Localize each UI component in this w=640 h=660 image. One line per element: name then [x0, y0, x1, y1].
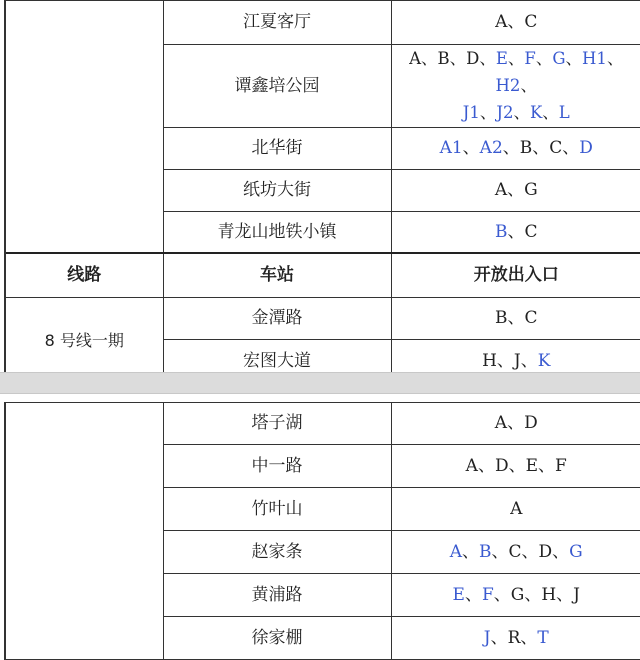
station-name: 青龙山地铁小镇: [163, 211, 391, 253]
entrance-code: K: [537, 350, 551, 371]
entrance-code: C: [524, 12, 538, 33]
entrance-code: H: [482, 350, 497, 371]
entrance-list: [391, 169, 640, 211]
entrance-code: J: [573, 584, 580, 605]
entrance-code: G: [569, 541, 583, 562]
entrance-separator: 、: [606, 49, 624, 68]
entrance-code: H2: [495, 76, 521, 96]
entrance-separator: 、: [490, 627, 508, 648]
entrance-list: [391, 488, 640, 531]
entrance-separator: 、: [513, 103, 530, 123]
header-entrances: 开放出入口: [391, 253, 640, 297]
entrance-code: A2: [479, 137, 503, 158]
entrance-list: [391, 617, 640, 660]
entrance-separator: 、: [464, 584, 482, 605]
entrance-code: A: [494, 413, 508, 434]
entrance-code: D: [466, 49, 480, 68]
entrance-separator: 、: [462, 541, 480, 562]
entrance-code: A: [510, 498, 523, 519]
entrance-separator: 、: [449, 49, 467, 68]
entrance-code: F: [481, 584, 494, 605]
page-gap: [0, 372, 640, 394]
header-station: 车站: [163, 253, 391, 297]
entrance-separator: 、: [507, 413, 525, 434]
station-name: 塔子湖: [163, 403, 391, 445]
entrance-code: B: [494, 221, 508, 242]
entrance-separator: 、: [507, 221, 525, 242]
entrance-code: G: [524, 179, 538, 200]
station-name: 纸坊大街: [163, 169, 391, 211]
entrance-table-1: [4, 0, 640, 384]
entrance-code: A: [494, 179, 508, 200]
entrance-separator: 、: [462, 137, 480, 158]
entrance-code: C: [524, 307, 538, 328]
entrance-code: F: [555, 455, 567, 476]
entrance-code: D: [494, 455, 509, 476]
entrance-code: D: [579, 137, 593, 158]
entrance-code: A: [495, 12, 508, 33]
entrance-list: [391, 297, 640, 339]
entrance-code: J: [483, 627, 491, 648]
entrance-code: E: [525, 455, 539, 476]
entrance-separator: 、: [532, 137, 550, 158]
entrance-separator: 、: [502, 137, 520, 158]
entrance-code: R: [507, 627, 521, 648]
entrance-list: [391, 574, 640, 617]
station-name: 竹叶山: [163, 488, 391, 531]
entrance-separator: 、: [521, 541, 539, 562]
station-name: 金潭路: [163, 297, 391, 339]
entrance-separator: 、: [507, 12, 525, 33]
entrance-code: B: [479, 541, 492, 562]
entrance-code: K: [529, 103, 543, 123]
entrance-code: C: [549, 137, 563, 158]
entrance-list: [391, 211, 640, 253]
entrance-list: [391, 45, 640, 128]
line-name: 8 号线一期: [5, 297, 163, 383]
station-name: 江夏客厅: [163, 1, 391, 45]
entrance-separator: 、: [524, 584, 542, 605]
entrance-list: [391, 531, 640, 574]
entrance-list: [391, 1, 640, 45]
entrance-separator: 、: [520, 350, 538, 371]
station-name: 谭鑫培公园: [163, 45, 391, 128]
entrance-table-2: [4, 402, 640, 660]
station-name: 赵家条: [163, 531, 391, 574]
entrance-separator: 、: [508, 455, 526, 476]
entrance-separator: 、: [420, 49, 438, 68]
entrance-code: J2: [496, 103, 514, 123]
entrance-list: [391, 403, 640, 445]
entrance-code: D: [538, 541, 553, 562]
entrance-separator: 、: [535, 49, 553, 68]
entrance-code: B: [437, 49, 450, 68]
entrance-code: F: [524, 49, 536, 68]
entrance-code: G: [552, 49, 566, 68]
station-name: 黄浦路: [163, 574, 391, 617]
entrance-code: H1: [582, 49, 607, 68]
station-name: 中一路: [163, 445, 391, 488]
entrance-code: B: [494, 307, 508, 328]
line-cell-empty: [5, 403, 163, 660]
entrance-code: H: [541, 584, 557, 605]
entrance-code: A: [449, 541, 463, 562]
entrance-code: J1: [462, 103, 480, 123]
header-line: 线路: [5, 253, 163, 297]
page-sheet-2: [0, 394, 640, 660]
entrance-code: E: [495, 49, 508, 68]
entrance-code: J: [513, 350, 521, 371]
entrance-separator: 、: [507, 49, 525, 68]
entrance-separator: 、: [496, 350, 514, 371]
entrance-code: E: [452, 584, 465, 605]
entrance-separator: 、: [477, 455, 495, 476]
entrance-list: [391, 445, 640, 488]
station-name: 北华街: [163, 127, 391, 169]
entrance-code: A: [465, 455, 478, 476]
entrance-separator: 、: [556, 584, 574, 605]
entrance-code: L: [558, 103, 570, 123]
entrance-code: B: [519, 137, 533, 158]
entrance-code: C: [524, 221, 538, 242]
entrance-separator: 、: [542, 103, 559, 123]
entrance-separator: 、: [493, 584, 511, 605]
entrance-code: C: [508, 541, 522, 562]
entrance-separator: 、: [562, 137, 580, 158]
entrance-code: A: [409, 49, 421, 68]
line-cell-empty: [5, 1, 163, 254]
entrance-separator: 、: [479, 49, 496, 68]
entrance-separator: 、: [479, 103, 497, 123]
entrance-separator: 、: [520, 76, 537, 96]
station-name: 宏图大道: [163, 339, 391, 383]
entrance-separator: 、: [565, 49, 583, 68]
entrance-separator: 、: [538, 455, 556, 476]
entrance-separator: 、: [520, 627, 538, 648]
station-name: 徐家棚: [163, 617, 391, 660]
entrance-code: A1: [439, 137, 463, 158]
entrance-separator: 、: [491, 541, 509, 562]
entrance-list: [391, 127, 640, 169]
entrance-separator: 、: [507, 307, 525, 328]
entrance-separator: 、: [552, 541, 570, 562]
entrance-separator: 、: [507, 179, 525, 200]
entrance-code: T: [537, 627, 549, 648]
entrance-code: G: [510, 584, 525, 605]
entrance-code: D: [524, 413, 538, 434]
